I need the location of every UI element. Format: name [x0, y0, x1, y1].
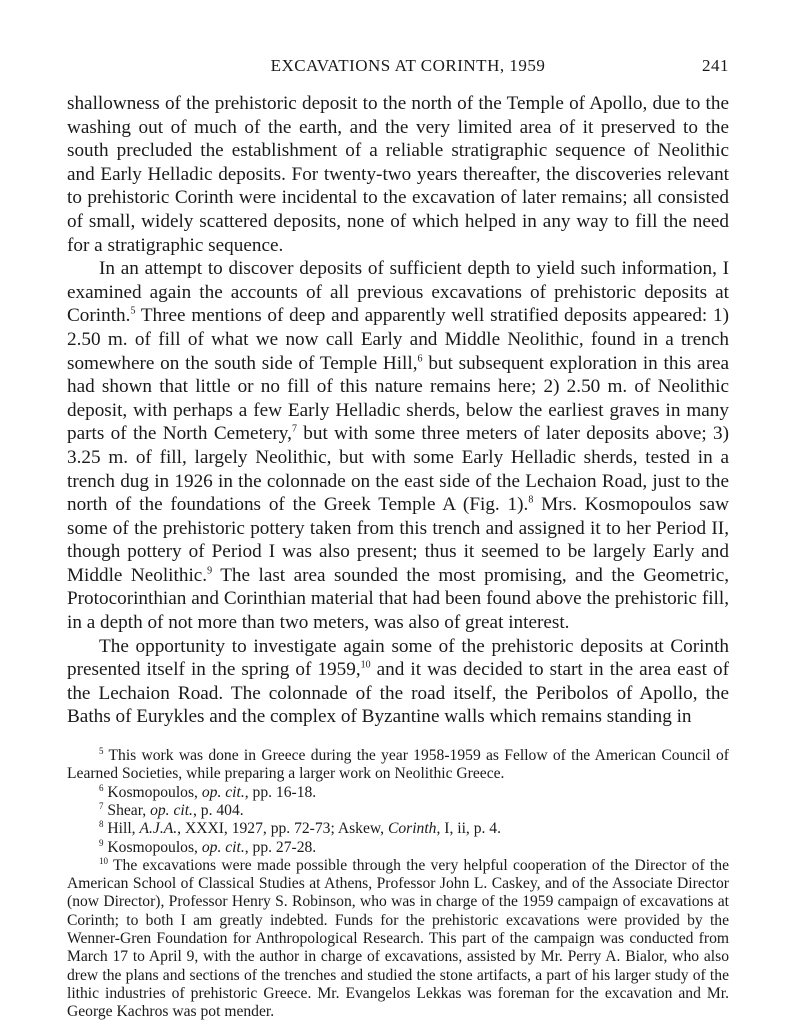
footnotes	[67, 747, 729, 1021]
footnote-ref-8[interactable]: 8	[528, 494, 534, 506]
footnote-5: $^5$ This work was done in Greece during the year 1958-1959 as Fellow of the American Council of Learned Societies, while preparing a larger work on Neolithic Greece.	[67, 745, 729, 783]
footnote-ref-10[interactable]: 10	[360, 659, 371, 671]
page-number: 241	[702, 56, 729, 75]
footnote-9: $^9$ Kosmopoulos, op. cit., pp. 27-28.	[99, 837, 317, 856]
footnote-ref-7[interactable]: 7	[291, 423, 297, 435]
footnote-10: $^{10}$ The excavations were made possible through the very helpful cooperation of the Director of the American School of Classical Studies at Athens, Professor John L. Caskey, and of the Associate Director (now Director), Professor Henry S. Robinson, who was in charge of the 1959 campaign of excavations at Corinth; to both I am greatly indebted. Funds for the prehistoric excavations were provided by the Wenner-Gren Foundation for Anthropological Research. This part of the campaign was conducted from March 17 to April 9, with the author in charge of excavations, assisted by Mr. Perry A. Bialor, who also drew the plans and sections of the trenches and studied the stone artifacts, a part of his larger study of the lithic industries of prehistoric Greece. Mr. Evangelos Lekkas was foreman for the excavation and Mr. George Kachros was pot mender.	[67, 855, 729, 1021]
running-header	[67, 56, 729, 80]
paragraph-1: shallowness of the prehistoric deposit to the north of the Temple of Apollo, due to the washing out of much of the earth, and the very limited area of it preserved to the south precluded the establishment of a reliable stratigraphic sequence of Neolithic and Early Helladic deposits. For twenty-two years thereafter, the discoveries relevant to prehistoric Corinth were incidental to the excavation of later remains; all consisted of small, widely scattered deposits, none of which helped in any way to fill the need for a stratigraphic sequence.	[67, 93, 729, 256]
body-text	[67, 92, 729, 729]
paragraph-2: In an attempt to discover deposits of sufficient depth to yield such information, I examined again the accounts of all previous excavations of prehistoric deposits at Corinth.$^5$ Three mentions of deep and apparently well stratified deposits appeared: 1) 2.50 m. of fill of what we now call Early and Middle Neolithic, found in a trench somewhere on the south side of Temple Hill,$^6$ but subsequent exploration in this area had shown that little or no fill of this nature remains here; 2) 2.50 m. of Neolithic deposit, with perhaps a few Early Helladic sherds, below the earliest graves in many parts of the North Cemetery,$^7$ but with some three meters of later deposits above; 3) 3.25 m. of fill, largely Neolithic, but with some Early Helladic sherds, tested in a trench dug in 1926 in the colonnade on the east side of the Lechaion Road, just to the north of the foundations of the Greek Temple A (Fig. 1).$^8$ Mrs. Kosmopoulos saw some of the prehistoric pottery taken from this trench and assigned it to her Period II, though pottery of Period I was also present; thus it seemed to be largely Early and Middle Neolithic.$^9$ The last area sounded the most promising, and the Geometric, Protocorinthian and Corinthian material that had been found above the prehistoric fill, in a depth of not more than two meters, was also of great interest.	[67, 258, 730, 634]
running-title: EXCAVATIONS AT CORINTH, 1959	[270, 56, 546, 75]
footnote-7: $^7$ Shear, op. cit., p. 404.	[99, 800, 244, 819]
footnote-ref-9[interactable]: 9	[207, 565, 213, 577]
paragraph-3: The opportunity to investigate again some of the prehistoric deposits at Corinth presented itself in the spring of 1959,10 and it was decided to start in the area east of the Lechaion Road. The colonnade of the road itself, the Peribolos of Apollo, the Baths of Eurykles and the complex of Byzantine walls which remains standing in	[67, 635, 730, 728]
page	[67, 56, 729, 1021]
footnote-ref-5[interactable]: 5	[130, 305, 136, 317]
footnote-ref-6[interactable]: 6	[417, 353, 423, 365]
footnote-6: $^6$ Kosmopoulos, op. cit., pp. 16-18.	[99, 782, 317, 801]
footnote-8: $^8$ Hill, A.J.A., XXXI, 1927, pp. 72-73; Askew, Corinth, I, ii, p. 4.	[99, 819, 502, 838]
